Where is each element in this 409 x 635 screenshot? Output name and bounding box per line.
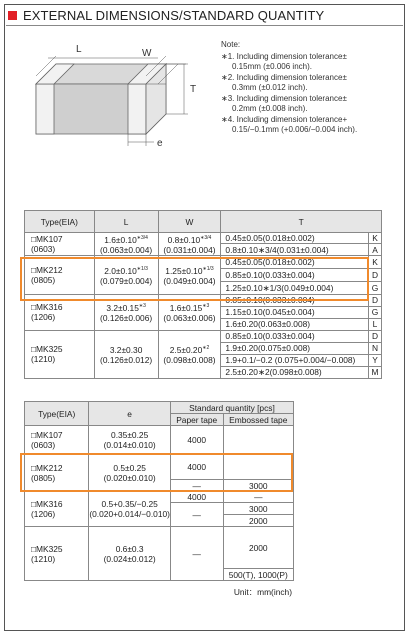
page-title: EXTERNAL DIMENSIONS/STANDARD QUANTITY <box>23 7 325 23</box>
header-divider <box>6 25 403 26</box>
col-l: L <box>94 211 158 233</box>
col-paper-tape: Paper tape <box>170 414 223 426</box>
l-value: $1.6\pm 0.10^{∗3/4}$ (0.063±0.004) <box>94 233 158 256</box>
paper-qty: — <box>170 480 223 492</box>
note-1: ∗1. Including dimension tolerance± 0.15mm (±0.006 inch). <box>221 51 347 71</box>
embossed-qty: 2000 <box>223 527 293 569</box>
col-e: e <box>89 402 171 426</box>
col-w: W <box>158 211 221 233</box>
e-value: 0.5±0.25 (0.020±0.010) <box>89 454 171 492</box>
embossed-qty: 500(T), 1000(P) <box>223 569 293 581</box>
t-value: 0.85±0.10(0.033±0.004) <box>221 294 369 306</box>
t-code: N <box>369 342 382 354</box>
table-row: □MK316 (1206) <box>25 492 89 527</box>
mk212-highlight-box <box>20 257 369 301</box>
col-type: Type(EIA) <box>25 211 95 233</box>
t-code: D <box>369 268 382 281</box>
t-code: D <box>369 330 382 342</box>
t-code: K <box>369 233 382 244</box>
table-row: □MK212 (0805) <box>25 454 89 492</box>
t-code: Y <box>369 354 382 366</box>
paper-qty: — <box>170 503 223 527</box>
t-code: G <box>369 306 382 318</box>
e-value: 0.6±0.3 (0.024±0.012) <box>89 527 171 581</box>
w-value: $1.6\pm 0.15^{∗3}$ (0.063±0.006) <box>158 294 221 330</box>
w-value: $2.5\pm 0.20^{∗2}$ (0.098±0.008) <box>158 330 221 378</box>
table-row: □MK316 (1206) <box>25 294 95 330</box>
chip-dimension-diagram <box>16 34 216 154</box>
notes-title: Note: <box>221 40 241 49</box>
embossed-qty: 3000 <box>223 480 293 492</box>
t-code: K <box>369 255 382 268</box>
l-label: L <box>76 44 82 55</box>
note-3: ∗3. Including dimension tolerance± 0.2mm (±0.008 inch). <box>221 93 347 113</box>
t-value: 0.85±0.10(0.033±0.004) <box>221 330 369 342</box>
table-row: □MK325 (1210) <box>25 527 89 581</box>
table-row: □MK107 (0603) <box>25 426 89 454</box>
t-code: A <box>369 244 382 255</box>
t-value: 0.45±0.05(0.018±0.002) <box>221 233 369 244</box>
col-embossed-tape: Embossed tape <box>223 414 293 426</box>
e-value: 0.5+0.35/−0.25 (0.020+0.014/−0.010) <box>89 492 171 527</box>
t-code: D <box>369 294 382 306</box>
t-value: 0.8±0.10∗3/4(0.031±0.004) <box>221 244 369 255</box>
t-label: T <box>190 84 197 95</box>
embossed-qty: 2000 <box>223 515 293 527</box>
paper-qty: 4000 <box>170 454 223 480</box>
col-type: Type(EIA) <box>25 402 89 426</box>
section-header <box>8 6 324 24</box>
t-code: G <box>369 281 382 294</box>
note-4: ∗4. Including dimension tolerance+ 0.15/−0.1mm (+0.006/−0.004 inch). <box>221 114 358 134</box>
l-value: $3.2\pm 0.15^{∗3}$ (0.126±0.006) <box>94 294 158 330</box>
t-value: 1.6±0.20(0.063±0.008) <box>221 318 369 330</box>
t-value: 2.5±0.20∗2(0.098±0.008) <box>221 366 369 378</box>
table-row: □MK212 (0805) <box>25 255 95 294</box>
t-code: M <box>369 366 382 378</box>
paper-qty: — <box>170 527 223 581</box>
t-value: 1.15±0.10(0.045±0.004) <box>221 306 369 318</box>
embossed-qty: 3000 <box>223 503 293 515</box>
embossed-qty: — <box>223 492 293 503</box>
e-label: e <box>157 138 163 149</box>
col-t: T <box>221 211 382 233</box>
unit-note: Unit：mm(inch) <box>233 587 292 597</box>
mk212-quantity-highlight-box <box>20 453 293 492</box>
table-row: □MK325 (1210) <box>25 330 95 378</box>
note-2: ∗2. Including dimension tolerance± 0.3mm (±0.012 inch). <box>221 72 347 92</box>
e-value: 0.35±0.25 (0.014±0.010) <box>89 426 171 454</box>
col-standard-quantity: Standard quantity [pcs] <box>170 402 293 414</box>
t-code: L <box>369 318 382 330</box>
l-value: $2.0\pm 0.10^{∗1/3}$ (0.079±0.004) <box>94 255 158 294</box>
paper-qty: 4000 <box>170 492 223 503</box>
table-row: □MK107 (0603) <box>25 233 95 256</box>
embossed-qty <box>223 426 293 454</box>
t-value: 1.25±0.10∗1/3(0.049±0.004) <box>221 281 369 294</box>
red-square-icon <box>8 11 17 20</box>
w-label: W <box>142 48 152 59</box>
w-value: $0.8\pm 0.10^{∗3/4}$ (0.031±0.004) <box>158 233 221 256</box>
t-value: 1.9+0.1/−0.2 (0.075+0.004/−0.008) <box>221 354 369 366</box>
notes-block <box>221 40 401 136</box>
paper-qty: 4000 <box>170 426 223 454</box>
t-value: 0.85±0.10(0.033±0.004) <box>221 268 369 281</box>
t-value: 1.9±0.20(0.075±0.008) <box>221 342 369 354</box>
l-value: 3.2±0.30 (0.126±0.012) <box>94 330 158 378</box>
w-value: $1.25\pm 0.10^{∗1/3}$ (0.049±0.004) <box>158 255 221 294</box>
t-value: 0.45±0.05(0.018±0.002) <box>221 255 369 268</box>
